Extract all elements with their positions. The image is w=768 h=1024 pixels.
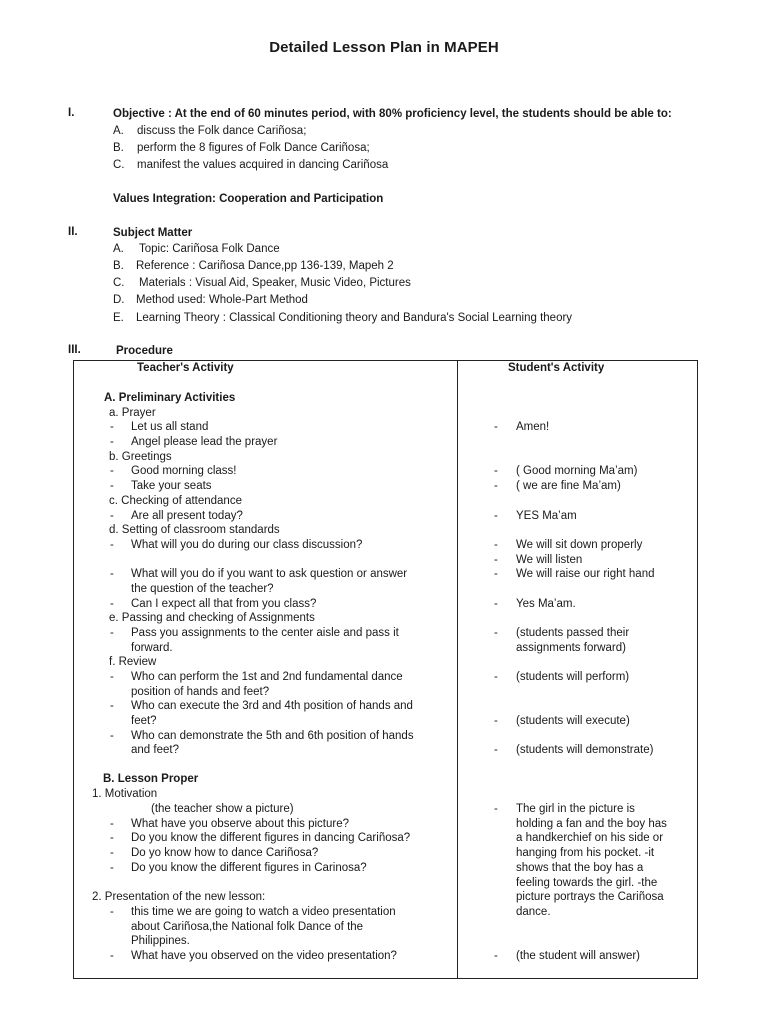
- teacher-line: Angel please lead the prayer: [131, 436, 278, 448]
- student-line: hanging from his pocket. -it: [516, 847, 655, 859]
- teacher-line: c. Checking of attendance: [109, 495, 242, 507]
- student-dash: -: [494, 715, 498, 727]
- student-dash: -: [494, 480, 498, 492]
- procedure-heading: Procedure: [116, 345, 173, 357]
- student-line: Amen!: [516, 421, 550, 433]
- teacher-line: e. Passing and checking of Assignments: [109, 612, 315, 624]
- teacher-line: Who can execute the 3rd and 4th position of hands and: [131, 700, 413, 712]
- student-line: (students will demonstrate): [516, 744, 654, 756]
- teacher-dash: -: [110, 950, 114, 962]
- teacher-dash: -: [110, 568, 114, 580]
- student-dash: -: [494, 627, 498, 639]
- teacher-line: 2. Presentation of the new lesson:: [92, 891, 266, 903]
- teacher-dash: -: [110, 465, 114, 477]
- student-dash: -: [494, 465, 498, 477]
- student-line: (students passed their: [516, 627, 630, 639]
- teacher-dash: -: [110, 906, 114, 918]
- teacher-dash: -: [110, 539, 114, 551]
- teacher-line: Philippines.: [131, 935, 190, 947]
- teacher-dash: -: [110, 421, 114, 433]
- student-line: YES Ma’am: [516, 510, 577, 522]
- student-line: We will sit down properly: [516, 539, 643, 551]
- subject-d-letter: D.: [113, 294, 125, 306]
- subject-matter-heading: Subject Matter: [113, 227, 193, 239]
- student-dash: -: [494, 539, 498, 551]
- student-line: a handkerchief on his side or: [516, 832, 664, 844]
- subject-c-text: Materials : Visual Aid, Speaker, Music Video, Pictures: [139, 277, 411, 289]
- student-line: ( Good morning Ma’am): [516, 465, 638, 477]
- teacher-line: this time we are going to watch a video presentation: [131, 906, 396, 918]
- student-dash: -: [494, 950, 498, 962]
- teacher-line: and feet?: [131, 744, 179, 756]
- teacher-line: about Cariñosa,the National folk Dance of the: [131, 921, 364, 933]
- objective-c-letter: C.: [113, 159, 125, 171]
- teacher-dash: -: [110, 847, 114, 859]
- teacher-dash: -: [110, 510, 114, 522]
- teacher-dash: -: [110, 730, 114, 742]
- teacher-line: What will you do if you want to ask question or answer: [131, 568, 408, 580]
- teacher-line: Do you know the different figures in dancing Cariñosa?: [131, 832, 411, 844]
- teacher-line: Pass you assignments to the center aisle and pass it: [131, 627, 399, 639]
- subject-e-letter: E.: [113, 312, 124, 324]
- section-2-numeral: II.: [68, 226, 78, 238]
- student-dash: -: [494, 671, 498, 683]
- teacher-line: Take your seats: [131, 480, 212, 492]
- student-dash: -: [494, 744, 498, 756]
- student-line: The girl in the picture is: [516, 803, 635, 815]
- student-line: holding a fan and the boy has: [516, 818, 667, 830]
- teacher-line: the question of the teacher?: [131, 583, 274, 595]
- student-line: feeling towards the girl. -the: [516, 877, 658, 889]
- subject-c-letter: C.: [113, 277, 125, 289]
- teacher-line: What have you observed on the video presentation?: [131, 950, 397, 962]
- student-line: (students will perform): [516, 671, 630, 683]
- teacher-dash: -: [110, 832, 114, 844]
- teacher-line: b. Greetings: [109, 451, 172, 463]
- student-line: Yes Ma’am.: [516, 598, 576, 610]
- student-line: shows that the boy has a: [516, 862, 644, 874]
- teacher-dash: -: [110, 700, 114, 712]
- student-dash: -: [494, 598, 498, 610]
- teacher-line: Good morning class!: [131, 465, 237, 477]
- subject-a-text: Topic: Cariñosa Folk Dance: [139, 243, 280, 255]
- teacher-line: A. Preliminary Activities: [104, 392, 236, 404]
- objective-line: Objective : At the end of 60 minutes period, with 80% proficiency level, the students should be able to:: [113, 108, 672, 120]
- section-1-numeral: I.: [68, 107, 75, 119]
- subject-d-text: Method used: Whole-Part Method: [136, 294, 308, 306]
- teacher-line: What will you do during our class discussion?: [131, 539, 363, 551]
- section-3-numeral: III.: [68, 344, 81, 356]
- teacher-line: What have you observe about this picture?: [131, 818, 349, 830]
- document-title: Detailed Lesson Plan in MAPEH: [269, 39, 499, 56]
- student-line: We will raise our right hand: [516, 568, 655, 580]
- student-dash: -: [494, 554, 498, 566]
- student-line: ( we are fine Ma’am): [516, 480, 621, 492]
- subject-b-text: Reference : Cariñosa Dance,pp 136-139, Mapeh 2: [136, 260, 394, 272]
- student-dash: -: [494, 803, 498, 815]
- teacher-line: d. Setting of classroom standards: [109, 524, 280, 536]
- student-line: assignments forward): [516, 642, 626, 654]
- teacher-line: 1. Motivation: [92, 788, 158, 800]
- student-line: picture portrays the Cariñosa: [516, 891, 664, 903]
- teacher-dash: -: [110, 671, 114, 683]
- subject-a-letter: A.: [113, 243, 124, 255]
- teacher-line: feet?: [131, 715, 157, 727]
- objective-b-text: perform the 8 figures of Folk Dance Cariñosa;: [137, 142, 370, 154]
- teacher-line: f. Review: [109, 656, 157, 668]
- subject-e-text: Learning Theory : Classical Conditioning theory and Bandura's Social Learning theory: [136, 312, 573, 324]
- teacher-dash: -: [110, 627, 114, 639]
- teacher-line: Who can demonstrate the 5th and 6th position of hands: [131, 730, 414, 742]
- teacher-line: B. Lesson Proper: [103, 773, 199, 785]
- student-dash: -: [494, 510, 498, 522]
- teacher-dash: -: [110, 862, 114, 874]
- teacher-line: Do yo know how to dance Cariñosa?: [131, 847, 319, 859]
- teacher-line: position of hands and feet?: [131, 686, 270, 698]
- objective-a-letter: A.: [113, 125, 124, 137]
- teacher-dash: -: [110, 598, 114, 610]
- objective-a-text: discuss the Folk dance Cariñosa;: [137, 125, 307, 137]
- teacher-dash: -: [110, 818, 114, 830]
- teacher-line: (the teacher show a picture): [151, 803, 294, 815]
- student-dash: -: [494, 421, 498, 433]
- subject-b-letter: B.: [113, 260, 124, 272]
- student-line: (the student will answer): [516, 950, 640, 962]
- teacher-line: Let us all stand: [131, 421, 209, 433]
- teacher-line: Are all present today?: [131, 510, 243, 522]
- student-line: (students will execute): [516, 715, 630, 727]
- student-line: dance.: [516, 906, 551, 918]
- student-dash: -: [494, 568, 498, 580]
- teacher-line: Who can perform the 1st and 2nd fundamental dance: [131, 671, 403, 683]
- teacher-line: Do you know the different figures in Carinosa?: [131, 862, 367, 874]
- student-activity-header: Student's Activity: [508, 362, 605, 374]
- values-integration: Values Integration: Cooperation and Participation: [113, 193, 384, 205]
- teacher-line: Can I expect all that from you class?: [131, 598, 317, 610]
- teacher-dash: -: [110, 480, 114, 492]
- teacher-line: forward.: [131, 642, 173, 654]
- teacher-dash: -: [110, 436, 114, 448]
- objective-c-text: manifest the values acquired in dancing Cariñosa: [137, 159, 389, 171]
- table-column-divider: [457, 360, 458, 979]
- teacher-activity-header: Teacher's Activity: [137, 362, 234, 374]
- teacher-line: a. Prayer: [109, 407, 156, 419]
- objective-b-letter: B.: [113, 142, 124, 154]
- student-line: We will listen: [516, 554, 583, 566]
